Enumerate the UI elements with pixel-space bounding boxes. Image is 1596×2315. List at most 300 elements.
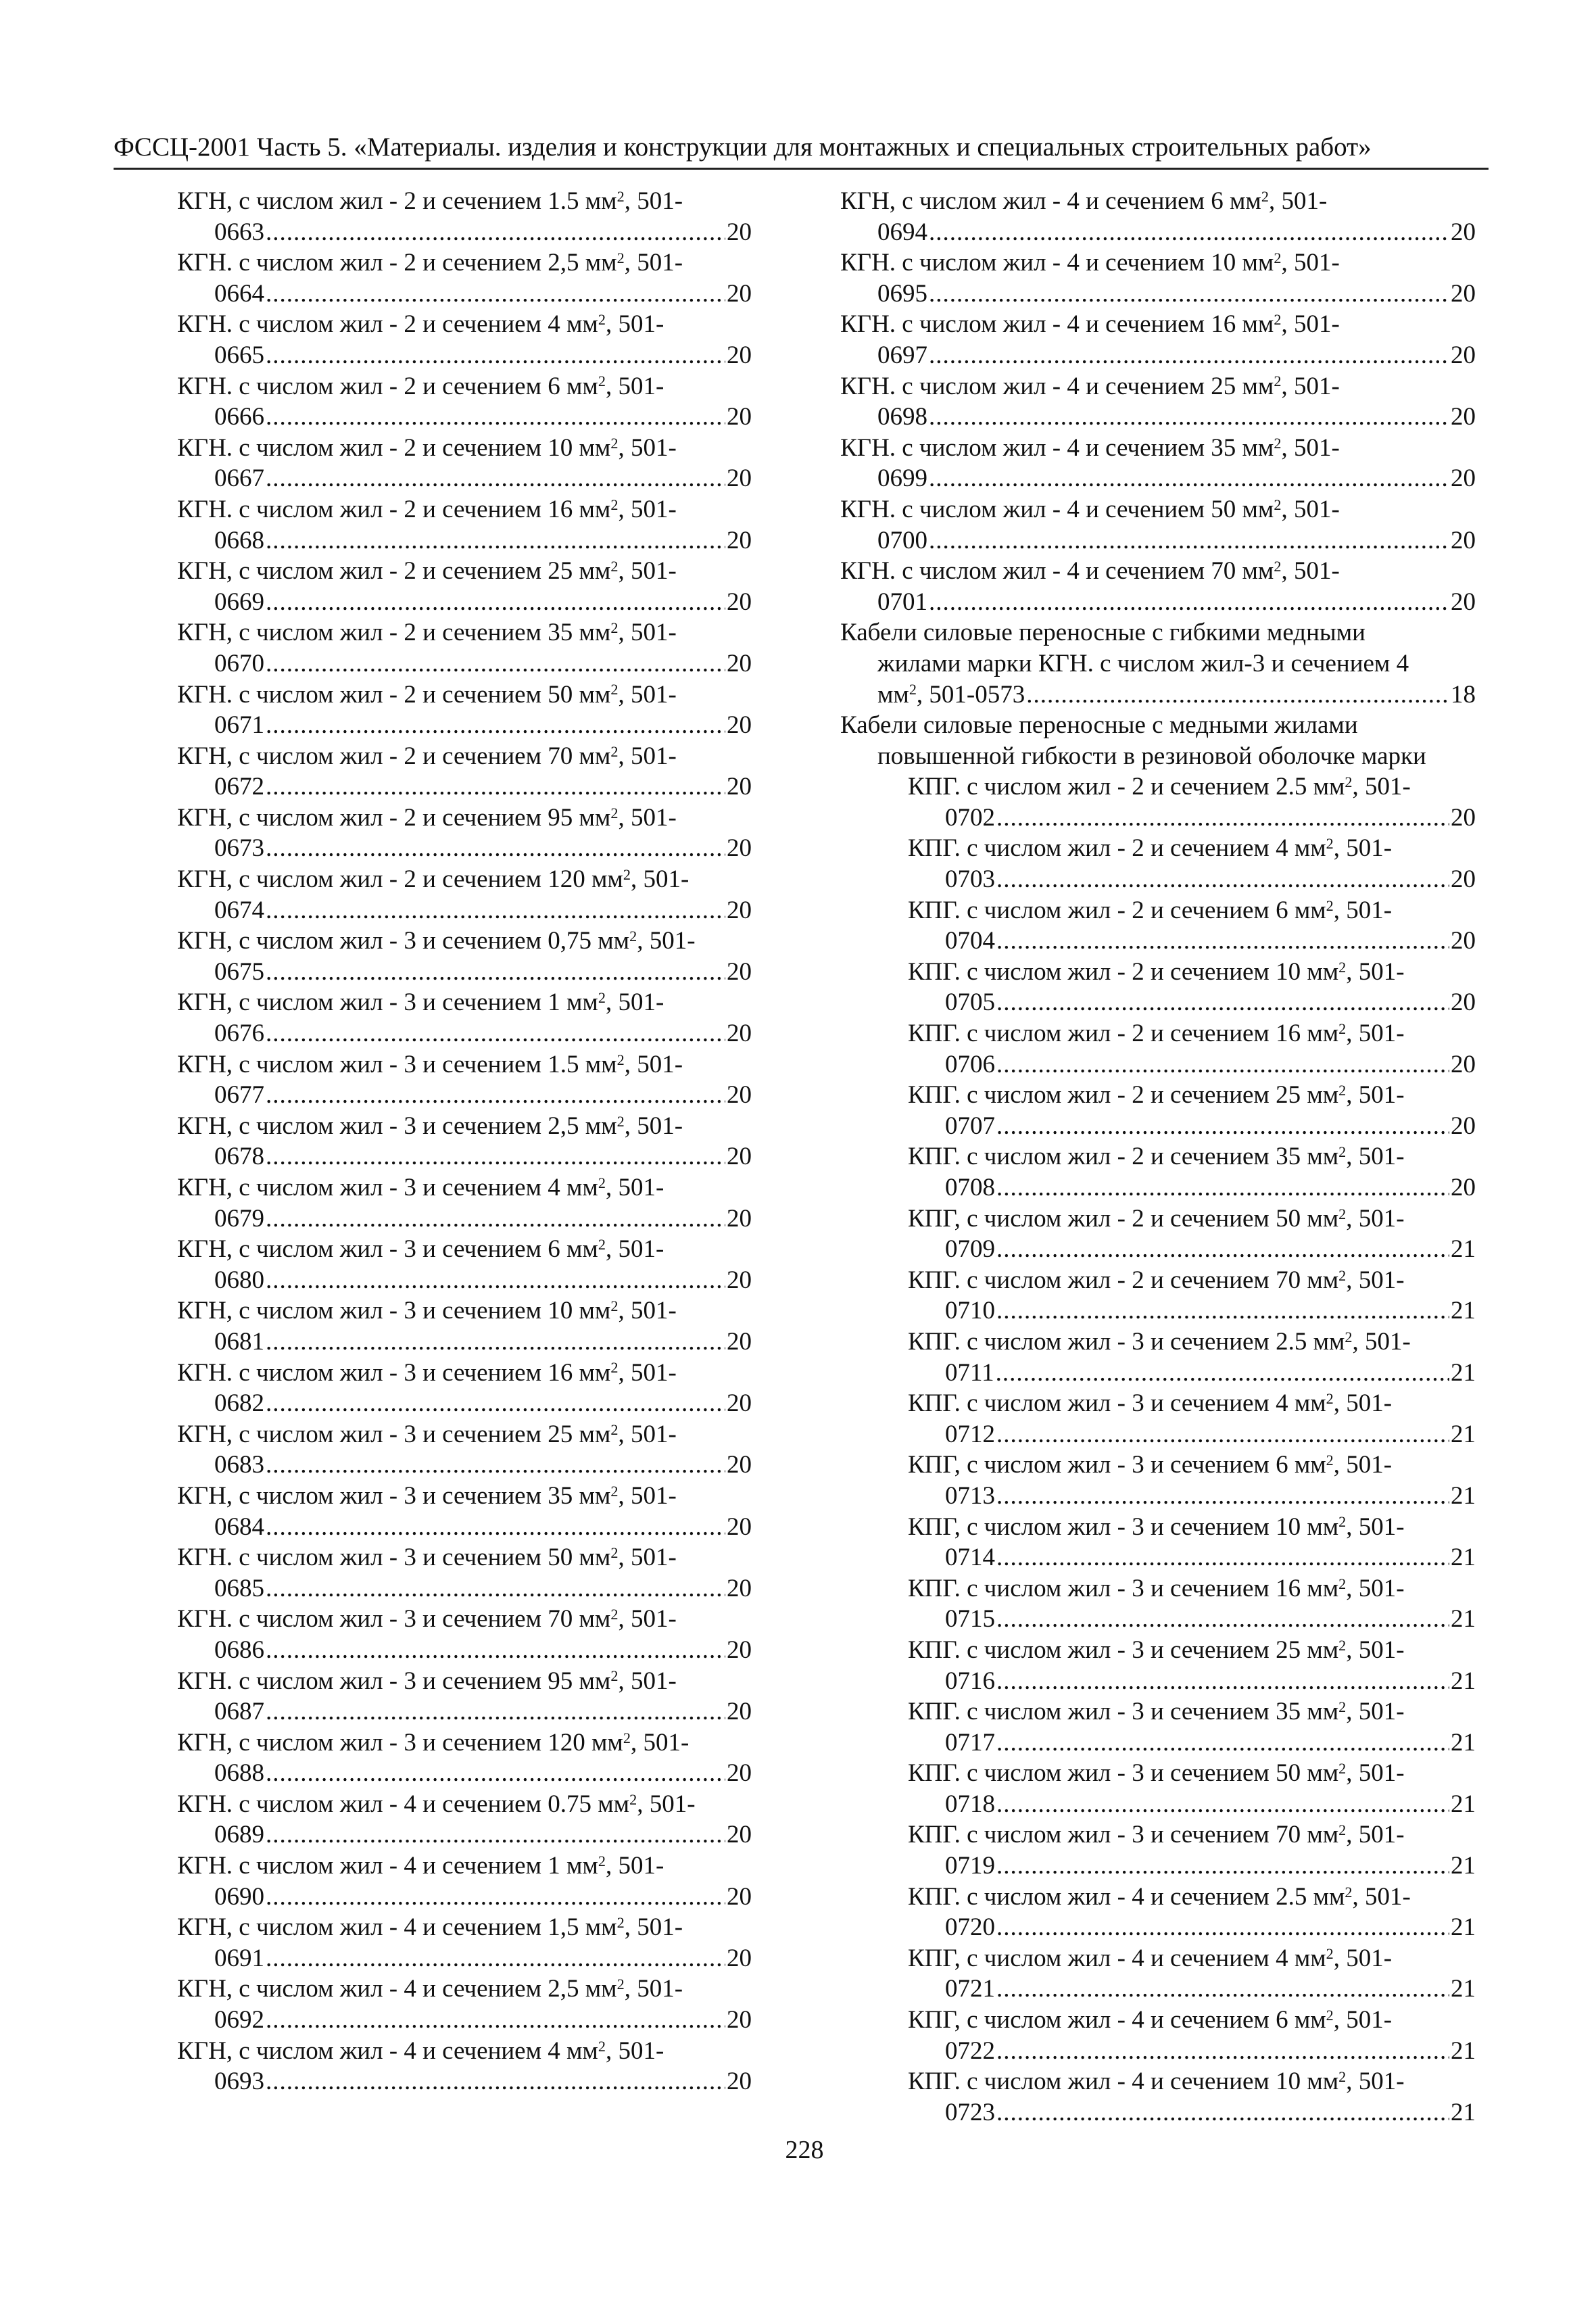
superscript: 2 [1338, 1020, 1347, 1037]
heading-reference: $мм^2$, 501-0573 [877, 680, 1025, 709]
entry-code: 0676 [214, 1020, 264, 1048]
entry-text-tail: , 501- [1346, 957, 1405, 986]
leader-dots [996, 1295, 1449, 1327]
entry-text-tail: , 501- [1346, 1636, 1405, 1664]
index-entry [908, 1819, 1476, 1881]
superscript: 2 [610, 496, 619, 513]
entry-code: 0709 [945, 1235, 995, 1264]
entry-text-tail: , 501- [1346, 1821, 1405, 1849]
leader-dots [996, 1912, 1449, 1943]
entry-text-tail: , 501- [618, 680, 677, 709]
entry-code-line [177, 1696, 752, 1727]
entry-code-line [908, 1172, 1476, 1203]
superscript: 2 [610, 1297, 619, 1315]
leader-dots [266, 1819, 725, 1851]
superscript: 2 [610, 1482, 619, 1500]
entry-title [177, 247, 752, 279]
entry-code-line [177, 1819, 752, 1851]
entry-code: 0677 [214, 1081, 264, 1109]
leader-dots [996, 1111, 1449, 1142]
entry-code-line [177, 1265, 752, 1296]
entry-text-tail: , 501- [624, 1050, 683, 1078]
superscript: 2 [598, 1174, 606, 1191]
entry-code: 0700 [877, 526, 927, 554]
leader-dots [929, 340, 1449, 371]
entry-title [177, 1666, 752, 1697]
entry-code-line [908, 1604, 1476, 1635]
entry-code: 0691 [214, 1944, 264, 1972]
index-entry [177, 1851, 752, 1912]
superscript: 2 [1274, 558, 1282, 575]
entry-text: КГН. с числом жил - 3 и сечением 70 мм [177, 1605, 611, 1633]
entry-code: 0708 [945, 1174, 995, 1201]
entry-text-tail: , 501- [1346, 1020, 1405, 1048]
leader-dots [266, 1265, 725, 1296]
entry-text-tail: , 501- [605, 1852, 664, 1880]
entry-code-line [908, 1666, 1476, 1697]
entry-code-line [908, 1789, 1476, 1820]
entry-title [908, 1018, 1476, 1049]
entry-text: КПГ. с числом жил - 3 и сечением 2.5 мм [908, 1327, 1345, 1356]
page-ref: 20 [727, 649, 752, 677]
entry-text: КГН. с числом жил - 2 и сечением 10 мм [177, 433, 611, 462]
entry-text: КПГ, с числом жил - 3 и сечением 10 мм [908, 1512, 1339, 1541]
entry-code-line [177, 895, 752, 926]
superscript: 2 [1274, 496, 1282, 513]
entry-code: 0704 [945, 927, 995, 955]
entry-code-line [177, 957, 752, 988]
index-entry [177, 1358, 752, 1419]
entry-title [177, 679, 752, 711]
entry-code-line [908, 1727, 1476, 1759]
index-entry [177, 679, 752, 741]
superscript: 2 [1338, 1205, 1347, 1222]
index-entry [177, 1481, 752, 1542]
entry-text: КГН, с числом жил - 3 и сечением 120 мм [177, 1728, 623, 1757]
index-entry [177, 494, 752, 556]
entry-text: КПГ. с числом жил - 3 и сечением 70 мм [908, 1821, 1339, 1849]
page-ref: 20 [1451, 588, 1476, 616]
entry-code-line [177, 1512, 752, 1543]
superscript: 2 [1338, 1513, 1347, 1531]
superscript: 2 [598, 373, 606, 390]
index-entry [840, 494, 1476, 556]
entry-text: КПГ. с числом жил - 2 и сечением 35 мм [908, 1143, 1339, 1171]
index-entry [840, 186, 1476, 247]
entry-text: КГН. с числом жил - 4 и сечением 10 мм [840, 249, 1274, 277]
entry-text-tail: , 501- [618, 1420, 677, 1448]
index-entry [177, 1295, 752, 1357]
entry-text: КГН. с числом жил - 4 и сечением 0.75 мм [177, 1790, 630, 1818]
entry-title [177, 1295, 752, 1327]
entry-title [177, 1111, 752, 1142]
entry-code: 0703 [945, 865, 995, 894]
page-ref: 21 [1451, 1667, 1476, 1695]
kpg-entries [908, 771, 1476, 2128]
superscript: 2 [610, 1606, 619, 1623]
heading-line: жилами марки КГН. с числом жил-3 и сечением 4 [877, 649, 1409, 677]
superscript: 2 [616, 187, 625, 205]
leader-dots [266, 1696, 725, 1727]
entry-code-line [177, 1388, 752, 1419]
entry-code-line [908, 1111, 1476, 1142]
superscript: 2 [598, 311, 606, 329]
leader-dots [929, 402, 1449, 433]
superscript: 2 [616, 1051, 625, 1068]
superscript: 2 [1274, 373, 1282, 390]
leader-dots [996, 1481, 1449, 1512]
leader-dots [266, 463, 725, 494]
entry-code: 0678 [214, 1143, 264, 1171]
entry-text: КПГ, с числом жил - 2 и сечением 50 мм [908, 1204, 1339, 1233]
entry-title [908, 895, 1476, 926]
entry-text: КГН, с числом жил - 3 и сечением 2,5 мм [177, 1112, 617, 1140]
page-ref: 21 [1451, 1544, 1476, 1572]
index-entry [177, 2036, 752, 2097]
entry-text: КГН. с числом жил - 3 и сечением 95 мм [177, 1667, 611, 1695]
entry-code-line [177, 463, 752, 494]
entry-code: 0719 [945, 1852, 995, 1880]
entry-code: 0715 [945, 1605, 995, 1633]
entry-title [908, 1943, 1476, 1974]
index-entry [177, 1912, 752, 1974]
index-entry [908, 1696, 1476, 1758]
heading-line: повышенной гибкости в резиновой оболочке марки [877, 742, 1426, 770]
entry-text: КГН. с числом жил - 4 и сечением 1 мм [177, 1852, 598, 1880]
page-ref: 20 [727, 1759, 752, 1788]
entry-text: КГН. с числом жил - 4 и сечением 70 мм [840, 557, 1274, 586]
leader-dots [266, 1141, 725, 1172]
entry-code: 0663 [214, 218, 264, 246]
entry-text-tail: , 501- [1346, 1574, 1405, 1602]
entry-title [908, 1512, 1476, 1543]
entry-code: 0718 [945, 1790, 995, 1818]
leader-dots [266, 957, 725, 988]
entry-code: 0712 [945, 1420, 995, 1448]
entry-code: 0673 [214, 834, 264, 863]
leader-dots [266, 279, 725, 310]
entry-text: КГН. с числом жил - 2 и сечением 16 мм [177, 495, 611, 523]
leader-dots [996, 1974, 1449, 2005]
entry-text-tail: , 501- [1333, 1389, 1393, 1418]
page-ref: 20 [727, 526, 752, 554]
page-ref: 20 [727, 403, 752, 431]
entry-text-tail: , 501- [1346, 1081, 1405, 1109]
entry-text-tail: , 501- [630, 865, 690, 894]
entry-code-line [177, 771, 752, 803]
entry-text: КГН, с числом жил - 2 и сечением 95 мм [177, 803, 611, 832]
entry-title [177, 1049, 752, 1080]
page-ref: 20 [1451, 526, 1476, 554]
page-ref: 21 [1451, 1297, 1476, 1325]
entry-title [177, 2036, 752, 2067]
entry-text: КПГ, с числом жил - 3 и сечением 6 мм [908, 1451, 1326, 1479]
entry-title [177, 1727, 752, 1759]
entry-text-tail: , 501- [1346, 1759, 1405, 1788]
leader-dots [996, 2036, 1449, 2067]
entry-text: КПГ. с числом жил - 3 и сечением 35 мм [908, 1698, 1339, 1726]
entry-title [908, 1696, 1476, 1727]
entry-code: 0716 [945, 1667, 995, 1695]
index-entry [177, 1666, 752, 1727]
entry-code: 0707 [945, 1112, 995, 1140]
page-ref: 20 [727, 588, 752, 616]
entry-code: 0695 [877, 279, 927, 308]
leader-dots [266, 833, 725, 864]
superscript: 2 [610, 1544, 619, 1562]
entry-code-line [908, 803, 1476, 834]
entry-title [840, 433, 1476, 464]
entry-code: 0670 [214, 649, 264, 677]
superscript: 2 [610, 804, 619, 821]
entry-code-line [177, 1080, 752, 1111]
page-ref: 20 [1451, 1050, 1476, 1078]
entry-text-tail: , 501- [1346, 1204, 1405, 1233]
superscript: 2 [1338, 1698, 1347, 1715]
entry-code: 0722 [945, 2036, 995, 2065]
entry-code-line [177, 1203, 752, 1235]
leader-dots [996, 1789, 1449, 1820]
entry-text: КГН. с числом жил - 4 и сечением 25 мм [840, 372, 1274, 400]
superscript: 2 [610, 742, 619, 760]
superscript: 2 [610, 619, 619, 637]
leader-dots [266, 340, 725, 371]
entry-title [177, 926, 752, 957]
entry-code-line [908, 1234, 1476, 1265]
page-ref: 20 [727, 1020, 752, 1048]
superscript: 2 [1338, 1636, 1347, 1654]
entry-title [908, 2005, 1476, 2036]
leader-dots [996, 803, 1449, 834]
index-entry [177, 1234, 752, 1295]
leader-dots [266, 895, 725, 926]
entry-text-tail: , 501- [1281, 372, 1340, 400]
entry-text: КПГ. с числом жил - 4 и сечением 2.5 мм [908, 1882, 1345, 1911]
index-entry [908, 1327, 1476, 1388]
leader-dots [266, 2066, 725, 2097]
leader-dots [996, 987, 1449, 1018]
entry-code: 0671 [214, 711, 264, 740]
index-entry [177, 864, 752, 926]
entry-code-line [177, 1882, 752, 1913]
superscript: 2 [623, 865, 631, 883]
superscript: 2 [1326, 2006, 1334, 2024]
index-entry [908, 1635, 1476, 1696]
entry-text: КГН. с числом жил - 2 и сечением 50 мм [177, 680, 611, 709]
entry-title [908, 1450, 1476, 1481]
entry-title [840, 309, 1476, 340]
entry-title [908, 2066, 1476, 2097]
index-entry [177, 433, 752, 494]
page-ref: 20 [727, 1389, 752, 1418]
entry-code: 0690 [214, 1882, 264, 1911]
index-entry [908, 771, 1476, 833]
entry-text-tail: , 501- [618, 1297, 677, 1325]
superscript: 2 [629, 1790, 637, 1808]
entry-code-line [177, 1141, 752, 1172]
entry-code-line [840, 279, 1476, 310]
page-ref: 20 [1451, 865, 1476, 894]
superscript: 2 [610, 558, 619, 575]
leader-dots [266, 1512, 725, 1543]
entry-code-line [177, 1018, 752, 1049]
entry-text: КГН, с числом жил - 4 и сечением 6 мм [840, 187, 1261, 215]
superscript: 2 [610, 681, 619, 698]
entry-title [177, 371, 752, 402]
entry-text: КГН. с числом жил - 4 и сечением 50 мм [840, 495, 1274, 523]
entry-title [177, 1481, 752, 1512]
superscript: 2 [610, 434, 619, 452]
superscript: 2 [1345, 1883, 1353, 1901]
entry-code: 0689 [214, 1821, 264, 1849]
entry-code: 0686 [214, 1636, 264, 1664]
entry-text: КГН, с числом жил - 3 и сечением 10 мм [177, 1297, 611, 1325]
entry-code: 0665 [214, 341, 264, 369]
entry-code-line [177, 833, 752, 864]
entry-text-tail: , 501- [1333, 1451, 1393, 1479]
index-entry [840, 433, 1476, 494]
index-entry [177, 926, 752, 987]
entry-code: 0692 [214, 2006, 264, 2034]
page-ref: 20 [727, 1882, 752, 1911]
entry-code-line [177, 279, 752, 310]
entry-title [177, 1974, 752, 2005]
entry-title [908, 1573, 1476, 1604]
entry-code-line [908, 1851, 1476, 1882]
entry-text-tail: , 501- [618, 1667, 677, 1695]
leader-dots [266, 1018, 725, 1049]
entry-title [177, 433, 752, 464]
superscript: 2 [616, 1112, 625, 1130]
entry-text-tail: , 501- [1346, 1512, 1405, 1541]
index-entry [177, 1604, 752, 1665]
leader-dots [996, 1727, 1449, 1759]
entry-text: КГН, с числом жил - 2 и сечением 35 мм [177, 619, 611, 647]
entry-title [840, 556, 1476, 587]
entry-text-tail: , 501- [618, 1481, 677, 1510]
superscript: 2 [616, 1976, 625, 1993]
page-ref: 20 [727, 218, 752, 246]
page-ref: 20 [727, 896, 752, 924]
page-ref: 20 [727, 957, 752, 986]
page-ref: 20 [1451, 1112, 1476, 1140]
heading-line [840, 679, 1476, 711]
entry-text-tail: , 501- [605, 310, 664, 339]
entry-code-line [177, 1635, 752, 1666]
entry-text: КГН. с числом жил - 2 и сечением 4 мм [177, 310, 598, 339]
entry-text-tail: , 501- [618, 1605, 677, 1633]
superscript: 2 [616, 1914, 625, 1932]
page-ref: 21 [1451, 1852, 1476, 1880]
entry-text-tail: , 501- [618, 742, 677, 770]
entry-text-tail: , 501- [618, 1544, 677, 1572]
entry-text-tail: , 501- [1281, 310, 1340, 339]
entry-title [177, 1419, 752, 1450]
superscript: 2 [623, 1729, 631, 1746]
entry-title [177, 1358, 752, 1389]
entry-code: 0723 [945, 2098, 995, 2126]
page-ref: 20 [727, 1327, 752, 1356]
page-ref: 20 [727, 1081, 752, 1109]
entry-code-line [177, 648, 752, 679]
entry-text: КПГ. с числом жил - 3 и сечением 4 мм [908, 1389, 1326, 1418]
right-column-top-entries [840, 186, 1476, 617]
leader-dots [929, 463, 1449, 494]
entry-text-tail: , 501- [1352, 1882, 1411, 1911]
entry-text: КПГ. с числом жил - 4 и сечением 10 мм [908, 2068, 1339, 2096]
entry-text: КПГ. с числом жил - 3 и сечением 16 мм [908, 1574, 1339, 1602]
index-entry [177, 987, 752, 1049]
entry-text: КГН, с числом жил - 2 и сечением 25 мм [177, 557, 611, 586]
entry-title [177, 1234, 752, 1265]
entry-text: КГН, с числом жил - 2 и сечением 70 мм [177, 742, 611, 770]
entry-title [177, 186, 752, 217]
entry-code-line [177, 1573, 752, 1604]
entry-code: 0717 [945, 1728, 995, 1757]
superscript: 2 [1326, 835, 1334, 853]
entry-text-tail: , 501- [618, 803, 677, 832]
entry-text-tail: , 501- [605, 1174, 664, 1201]
entry-title [177, 617, 752, 648]
leader-dots [266, 1388, 725, 1419]
page-ref: 20 [727, 2068, 752, 2096]
leader-dots [929, 279, 1449, 310]
leader-dots [996, 1358, 1449, 1389]
page-ref: 20 [727, 1143, 752, 1171]
entry-text: КГН. с числом жил - 4 и сечением 35 мм [840, 433, 1274, 462]
entry-title [177, 1789, 752, 1820]
entry-text-tail: , 501- [1352, 1327, 1411, 1356]
entry-title [908, 1080, 1476, 1111]
page-ref: 21 [1451, 1235, 1476, 1264]
heading-line: Кабели силовые переносные с медными жилами [840, 711, 1358, 740]
leader-dots [266, 1882, 725, 1913]
entry-code-line [840, 402, 1476, 433]
leader-dots [996, 1851, 1449, 1882]
entry-code: 0685 [214, 1574, 264, 1602]
entry-code-line [908, 1419, 1476, 1450]
page-ref: 20 [727, 279, 752, 308]
index-entry [908, 1943, 1476, 2005]
page-ref: 20 [727, 1266, 752, 1294]
entry-code-line [177, 402, 752, 433]
leader-dots [996, 1049, 1449, 1080]
entry-code: 0664 [214, 279, 264, 308]
entry-text: КГН. с числом жил - 4 и сечением 16 мм [840, 310, 1274, 339]
entry-title [177, 741, 752, 772]
entry-title [177, 803, 752, 834]
entry-title [908, 1882, 1476, 1913]
entry-code: 0669 [214, 588, 264, 616]
entry-code: 0699 [877, 464, 927, 493]
page-ref: 21 [1451, 1358, 1476, 1387]
leader-dots [266, 1943, 725, 1974]
index-entry [177, 1974, 752, 2035]
page-ref: 20 [727, 1204, 752, 1233]
entry-title [840, 247, 1476, 279]
entry-title [840, 371, 1476, 402]
leader-dots [266, 1203, 725, 1235]
entry-code: 0697 [877, 341, 927, 369]
superscript: 2 [1326, 1452, 1334, 1469]
entry-text: КПГ. с числом жил - 2 и сечением 10 мм [908, 957, 1339, 986]
entry-text: КПГ, с числом жил - 4 и сечением 4 мм [908, 1944, 1326, 1972]
index-entry [908, 957, 1476, 1018]
entry-code: 0721 [945, 1975, 995, 2003]
entry-code: 0693 [214, 2068, 264, 2096]
index-entry [908, 2066, 1476, 2128]
entry-text: КПГ, с числом жил - 4 и сечением 6 мм [908, 2006, 1326, 2034]
